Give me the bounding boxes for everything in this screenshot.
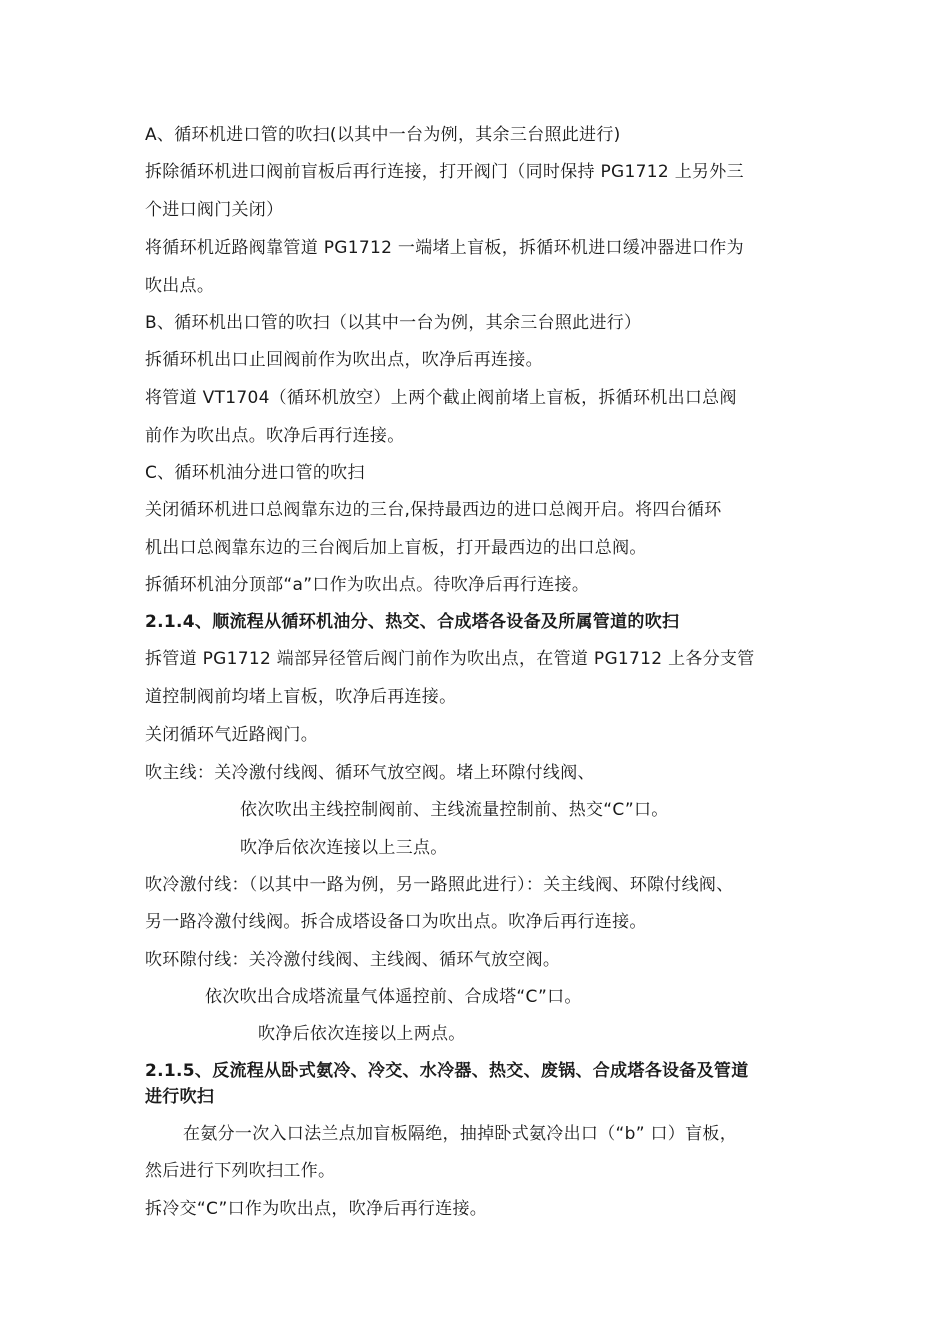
paragraph-line: 将循环机近路阀靠管道 PG1712 一端堵上盲板，拆循环机进口缓冲器进口作为 [145,238,744,258]
paragraph-line: 前作为吹出点。吹净后再行连接。 [145,426,405,446]
paragraph-line: 关闭循环机进口总阀靠东边的三台,保持最西边的进口总阀开启。将四台循环 [145,500,722,520]
section-b-heading: B、循环机出口管的吹扫（以其中一台为例，其余三台照此进行） [145,313,642,333]
paragraph-line: 拆循环机出口止回阀前作为吹出点，吹净后再连接。 [145,350,543,370]
section-2-1-4-heading: 2.1.4、顺流程从循环机油分、热交、合成塔各设备及所属管道的吹扫 [145,612,680,632]
section-a-heading: A、循环机进口管的吹扫(以其中一台为例，其余三台照此进行) [145,125,621,145]
section-c-heading: C、循环机油分进口管的吹扫 [145,463,365,483]
paragraph-line: 道控制阀前均堵上盲板，吹净后再连接。 [145,687,457,707]
paragraph-line: 个进口阀门关闭） [145,200,284,220]
paragraph-line: 拆管道 PG1712 端部异径管后阀门前作为吹出点，在管道 PG1712 上各分支管 [145,649,755,669]
section-2-1-5-heading: 2.1.5、反流程从卧式氨冷、冷交、水冷器、热交、废锅、合成塔各设备及管道 [145,1061,749,1081]
paragraph-line-indented: 依次吹出主线控制阀前、主线流量控制前、热交“C”口。 [240,800,669,820]
paragraph-line-indented: 在氨分一次入口法兰点加盲板隔绝，抽掉卧式氨冷出口（“b” 口）盲板， [183,1124,738,1144]
paragraph-line: 关闭循环气近路阀门。 [145,725,318,745]
paragraph-line: 吹主线：关冷激付线阀、循环气放空阀。堵上环隙付线阀、 [145,763,595,783]
section-2-1-5-heading-cont: 进行吹扫 [145,1087,215,1107]
paragraph-line: 将管道 VT1704（循环机放空）上两个截止阀前堵上盲板，拆循环机出口总阀 [145,388,737,408]
paragraph-line-indented: 依次吹出合成塔流量气体遥控前、合成塔“C”口。 [205,987,582,1007]
paragraph-line: 拆冷交“C”口作为吹出点，吹净后再行连接。 [145,1199,488,1219]
paragraph-line: 另一路冷激付线阀。拆合成塔设备口为吹出点。吹净后再行连接。 [145,912,647,932]
paragraph-line: 机出口总阀靠东边的三台阀后加上盲板，打开最西边的出口总阀。 [145,538,647,558]
paragraph-line: 拆除循环机进口阀前盲板后再行连接，打开阀门（同时保持 PG1712 上另外三 [145,162,744,182]
paragraph-line: 吹冷激付线：（以其中一路为例，另一路照此进行）：关主线阀、环隙付线阀、 [145,875,734,895]
paragraph-line: 吹出点。 [145,276,215,296]
paragraph-line: 吹环隙付线：关冷激付线阀、主线阀、循环气放空阀。 [145,950,561,970]
paragraph-line: 然后进行下列吹扫工作。 [145,1161,336,1181]
paragraph-line-indented: 吹净后依次连接以上三点。 [240,838,448,858]
paragraph-line-indented: 吹净后依次连接以上两点。 [258,1024,466,1044]
paragraph-line: 拆循环机油分顶部“a”口作为吹出点。待吹净后再行连接。 [145,575,590,595]
